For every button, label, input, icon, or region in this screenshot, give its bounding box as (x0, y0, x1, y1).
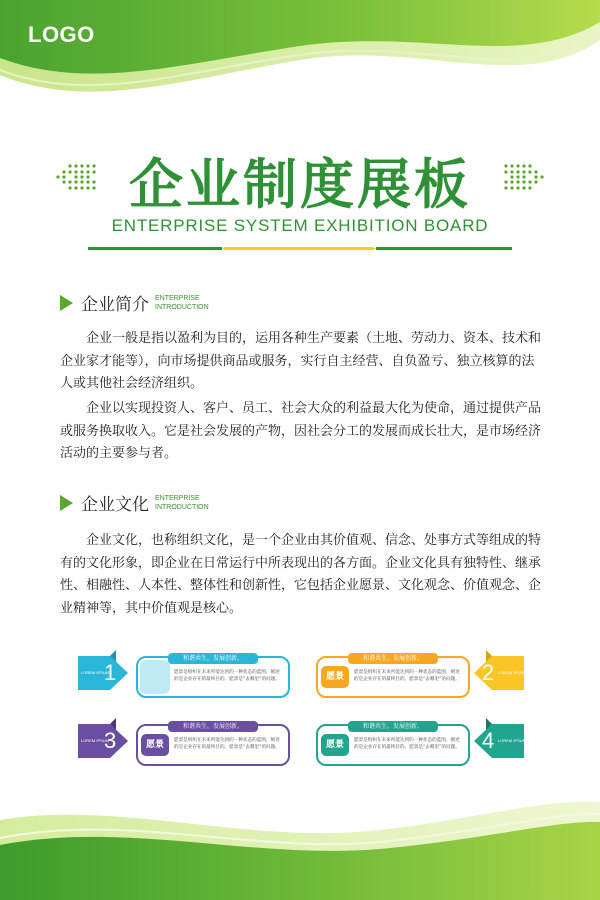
section-en-line2: INTRODUCTION (155, 303, 209, 311)
card-box (136, 724, 290, 766)
card-body: 愿景是组织在未来所能达到的一种状态的蓝图，阐述的是企业存在的最终目的。愿景是“去哪里”的问题。 (174, 738, 280, 750)
arrow-en-label: LOREM IPSUM (498, 670, 527, 675)
page-subtitle: ENTERPRISE SYSTEM EXHIBITION BOARD (111, 216, 489, 235)
section-title: 企业文化 (81, 495, 149, 515)
title-divider (88, 247, 512, 250)
section-en-line1: ENTERPRISE (155, 294, 200, 302)
arrow-en-label: LOREM IPSUM (81, 670, 110, 675)
bottom-wave-decoration (0, 790, 600, 900)
card-box (316, 656, 470, 698)
info-card-2 (312, 648, 532, 698)
section-en-label (155, 494, 209, 512)
card-body: 愿景是组织在未来所能达到的一种状态的蓝图，阐述的是企业存在的最终目的。愿景是“去哪里”的问题。 (174, 670, 280, 682)
intro-paragraph-2: 企业以实现投资人、客户、员工、社会大众的利益最大化为使命，通过提供产品或服务换取收入。它是社会发展的产物，因社会分工的发展而成长壮大，是市场经济活动的主要参与者。 (60, 401, 542, 461)
card-number: 2 (482, 660, 495, 685)
section-header-culture (60, 490, 209, 515)
card-number: 4 (482, 728, 495, 753)
card-body: 愿景是组织在未来所能达到的一种状态的蓝图，阐述的是企业存在的最终目的。愿景是“去哪里”的问题。 (354, 670, 460, 682)
arrow-en-label: LOREM IPSUM (498, 738, 527, 743)
card-tag: 和谐共生，发展创新。 (348, 653, 438, 664)
info-card-4 (312, 716, 532, 766)
card-number: 3 (104, 728, 117, 753)
card-badge: 愿景 (321, 666, 349, 688)
triangle-bullet-icon (60, 295, 73, 311)
card-number: 1 (104, 660, 117, 685)
card-tag: 和谐共生，发展创新。 (168, 721, 258, 732)
card-box (136, 656, 290, 698)
section-title: 企业简介 (81, 295, 149, 315)
logo: LOGO (28, 22, 95, 47)
card-box (316, 724, 470, 766)
card-tag: 和谐共生，发展创新。 (168, 653, 258, 664)
card-tag: 和谐共生，发展创新。 (348, 721, 438, 732)
section-en-label (155, 294, 209, 312)
card-accent (140, 660, 170, 694)
section-header-intro (60, 290, 209, 315)
section-en-line2: INTRODUCTION (155, 503, 209, 511)
card-badge: 愿景 (141, 734, 169, 756)
card-body: 愿景是组织在未来所能达到的一种状态的蓝图，阐述的是企业存在的最终目的。愿景是“去哪里”的问题。 (354, 738, 460, 750)
triangle-bullet-icon (60, 495, 73, 511)
card-badge: 愿景 (321, 734, 349, 756)
intro-paragraph-1: 企业一般是指以盈利为目的，运用各种生产要素（土地、劳动力、资本、技术和企业家才能等），向市场提供商品或服务，实行自主经营、自负盈亏、独立核算的法人或其他社会经济组织。 (60, 331, 542, 391)
arrow-en-label: LOREM IPSUM (81, 738, 110, 743)
page-title: 企业制度展板 (129, 153, 471, 216)
section-en-line1: ENTERPRISE (155, 494, 200, 502)
info-card-1 (76, 648, 296, 698)
culture-paragraph-1: 企业文化，也称组织文化，是一个企业由其价值观、信念、处事方式等组成的特有的文化形象，即企业在日常运行中所表现出的各方面。企业文化具有独特性、继承性、相融性、人本性、整体性和创新性，它包括企业愿景、文化观念、价值观念、企业精神等，其中价值观是核心。 (60, 533, 542, 616)
top-wave-decoration (0, 0, 600, 130)
info-card-3 (76, 716, 296, 766)
